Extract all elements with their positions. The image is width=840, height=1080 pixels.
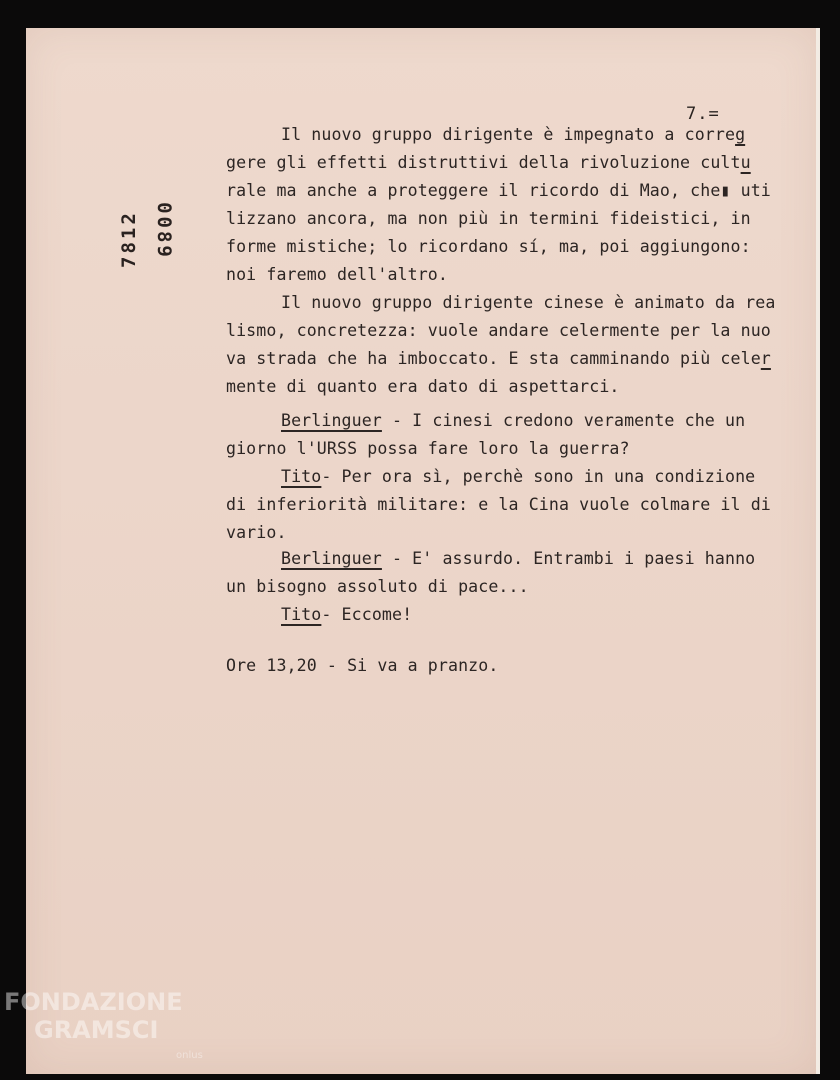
text-segment: vario. xyxy=(226,523,287,542)
text-segment: lismo, concretezza: vuole andare celermente per la nuo xyxy=(226,321,771,340)
text-segment: forme mistiche; lo ricordano sí, ma, poi aggiungono: xyxy=(226,237,751,256)
text-line xyxy=(226,237,751,256)
text-line xyxy=(281,605,412,624)
underlined-word: r xyxy=(760,349,771,368)
text-line xyxy=(226,495,771,514)
archive-code-left: 7812 xyxy=(118,210,140,268)
logo-line1: FONDAZIONE xyxy=(4,988,183,1016)
text-segment: di inferiorità militare: e la Cina vuole colmare il di xyxy=(226,495,771,514)
foundation-logo xyxy=(4,988,214,1078)
text-segment: - Per ora sì, perchè sono in una condizione xyxy=(321,467,756,486)
text-line xyxy=(281,125,745,144)
text-line xyxy=(226,181,771,200)
logo-sub: onlus xyxy=(176,1050,203,1061)
text-line xyxy=(281,467,755,486)
text-segment: Il nuovo gruppo dirigente cinese è animato da rea xyxy=(281,293,776,312)
underlined-word: Tito xyxy=(281,605,322,624)
text-line xyxy=(226,523,287,542)
text-line xyxy=(281,549,755,568)
text-line xyxy=(226,321,771,340)
underlined-word: g xyxy=(735,125,746,144)
underlined-word: Tito xyxy=(281,467,322,486)
text-line xyxy=(226,265,448,284)
underlined-word: Berlinguer xyxy=(281,411,382,430)
text-segment: rale ma anche a proteggere il ricordo di Mao, che▮ uti xyxy=(226,181,771,200)
text-segment: - Eccome! xyxy=(321,605,413,624)
text-segment: lizzano ancora, ma non più in termini fideistici, in xyxy=(226,209,751,228)
text-segment: - I cinesi credono veramente che un xyxy=(381,411,746,430)
logo-line2: GRAMSCI xyxy=(34,1016,159,1044)
text-segment: gere gli effetti distruttivi della rivoluzione cult xyxy=(226,153,741,172)
text-segment: va strada che ha imboccato. E sta camminando più cele xyxy=(226,349,761,368)
underlined-word: u xyxy=(740,153,751,172)
text-segment: mente di quanto era dato di aspettarci. xyxy=(226,377,620,396)
text-segment: Ore 13,20 - Si va a pranzo. xyxy=(226,656,499,675)
text-line xyxy=(226,377,620,396)
text-segment: un bisogno assoluto di pace... xyxy=(226,577,529,596)
text-segment: Il nuovo gruppo dirigente è impegnato a corre xyxy=(281,125,736,144)
text-segment: giorno l'URSS possa fare loro la guerra? xyxy=(226,439,630,458)
text-line xyxy=(226,439,630,458)
document-page xyxy=(26,28,820,1074)
text-line xyxy=(226,656,498,675)
archive-code-right: 0089 xyxy=(152,202,175,260)
underlined-word: Berlinguer xyxy=(281,549,382,568)
text-line xyxy=(281,411,745,430)
page-number: 7.= xyxy=(686,104,720,124)
text-line xyxy=(226,349,771,368)
text-line xyxy=(281,293,775,312)
text-segment: noi faremo dell'altro. xyxy=(226,265,448,284)
text-line xyxy=(226,209,751,228)
text-segment: - E' assurdo. Entrambi i paesi hanno xyxy=(381,549,756,568)
text-line xyxy=(226,577,529,596)
text-line xyxy=(226,153,751,172)
